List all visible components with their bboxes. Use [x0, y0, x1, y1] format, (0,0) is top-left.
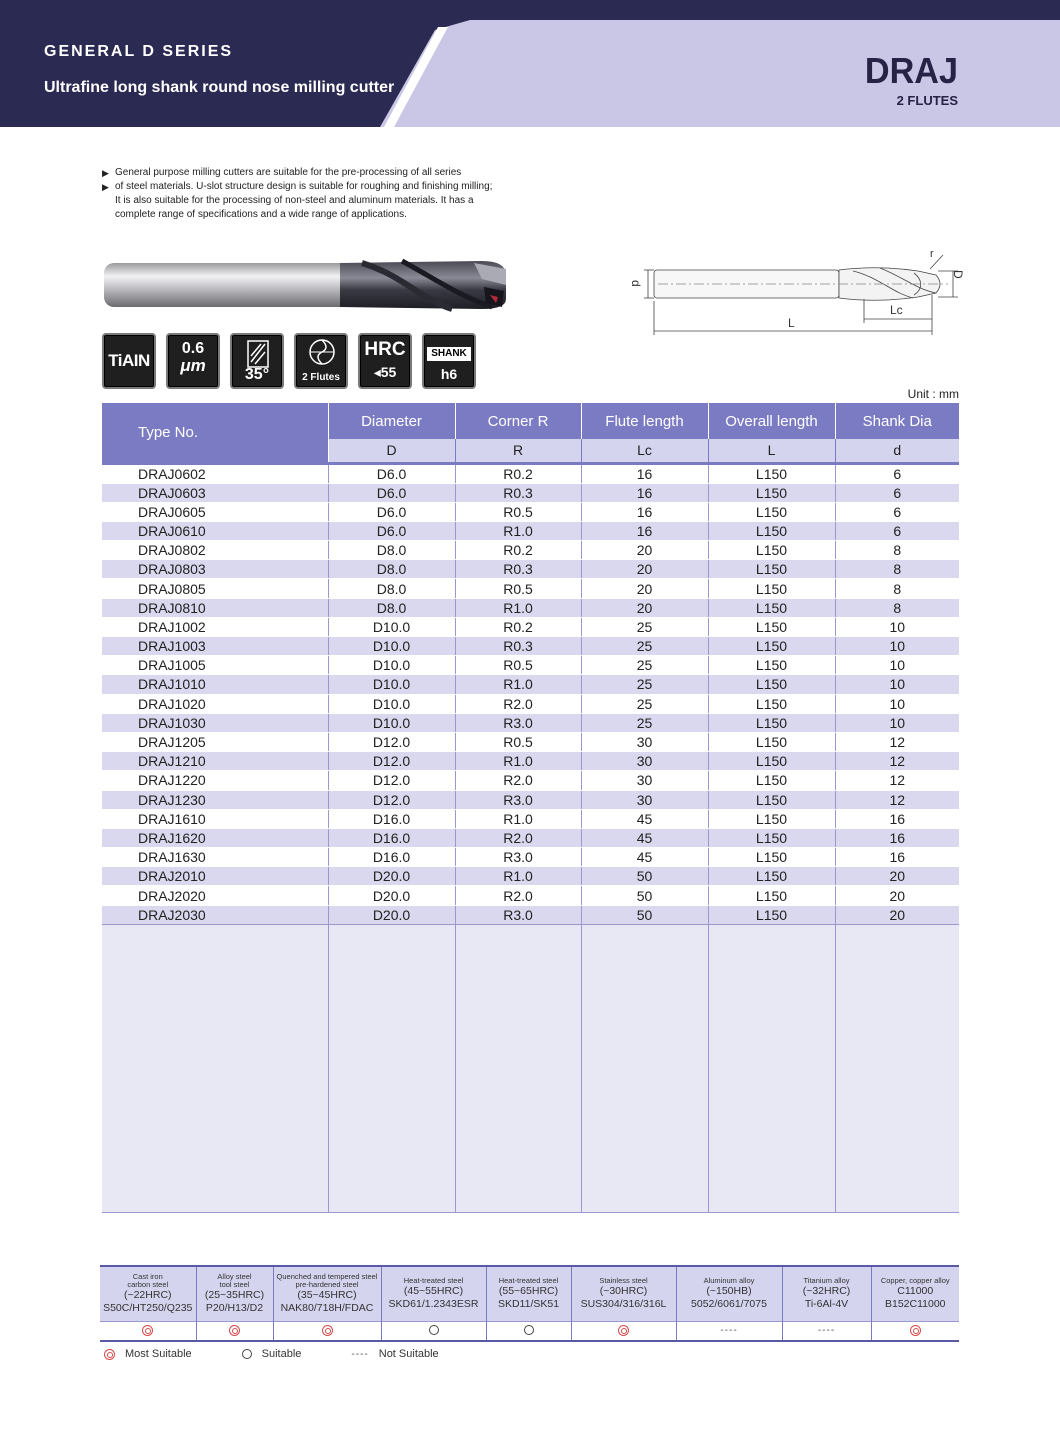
type-no-cell: DRAJ0610	[102, 521, 328, 540]
table-row	[102, 502, 959, 521]
flutes-label: 2 FLUTES	[896, 93, 958, 108]
overall-length-cell: L150	[708, 732, 835, 751]
flute-length-cell: 45	[581, 828, 708, 847]
flute-length-cell: 16	[581, 483, 708, 502]
table-body	[102, 463, 959, 1212]
legend-most-suitable: Most Suitable	[104, 1348, 192, 1360]
corner-r-cell: R0.5	[455, 656, 581, 675]
empty-cell	[455, 924, 581, 1212]
overall-length-cell: L150	[708, 867, 835, 886]
rating-cell	[782, 1321, 871, 1341]
diameter-cell: D10.0	[328, 713, 455, 732]
hrc-label: HRC	[364, 339, 406, 360]
diameter-cell: D8.0	[328, 579, 455, 598]
diameter-cell: D10.0	[328, 694, 455, 713]
corner-r-cell: R3.0	[455, 848, 581, 867]
corner-r-cell: R0.3	[455, 637, 581, 656]
overall-length-cell: L150	[708, 905, 835, 924]
overall-length-cell: L150	[708, 521, 835, 540]
col-header-shank-dia: Shank Dia	[835, 403, 959, 439]
material-cell	[871, 1266, 959, 1321]
type-no-cell: DRAJ2010	[102, 867, 328, 886]
diameter-cell: D6.0	[328, 521, 455, 540]
description-line: It is also suitable for the processing of non-steel and aluminum materials. It has a	[115, 195, 474, 206]
table-row	[102, 598, 959, 617]
material-grades: SKD11/SK51	[497, 1297, 560, 1310]
material-name: Quenched and tempered steel	[276, 1271, 378, 1281]
col-subheader-d: d	[835, 439, 959, 463]
materials-body	[100, 1266, 959, 1341]
roughness-value: 0.6	[181, 340, 205, 357]
hrc-badge	[358, 333, 412, 389]
corner-r-cell: R1.0	[455, 867, 581, 886]
shank-dia-cell: 12	[835, 752, 959, 771]
type-no-cell: DRAJ1003	[102, 637, 328, 656]
shank-dia-cell: 10	[835, 656, 959, 675]
flutes-count: 2 Flutes	[302, 372, 340, 383]
series-title: GENERAL D SERIES	[44, 43, 234, 60]
table-row	[102, 656, 959, 675]
diameter-cell: D12.0	[328, 732, 455, 751]
flute-length-cell: 30	[581, 771, 708, 790]
table-row	[102, 867, 959, 886]
most-suitable-icon	[618, 1325, 629, 1336]
shank-dia-cell: 6	[835, 521, 959, 540]
material-grades: P20/H13/D2	[205, 1301, 264, 1314]
overall-length-cell: L150	[708, 694, 835, 713]
table-row	[102, 771, 959, 790]
legend-not-suitable: ---- Not Suitable	[351, 1348, 439, 1360]
empty-cell	[835, 924, 959, 1212]
corner-r-cell: R0.2	[455, 463, 581, 483]
material-name: Heat-treated steel	[403, 1275, 464, 1285]
col-header-diameter: Diameter	[328, 403, 455, 439]
corner-r-cell: R1.0	[455, 752, 581, 771]
rating-cell	[486, 1321, 571, 1341]
col-subheader-Lc: Lc	[581, 439, 708, 463]
flute-length-cell: 25	[581, 617, 708, 636]
col-subheader-L: L	[708, 439, 835, 463]
overall-length-cell: L150	[708, 848, 835, 867]
table-row	[102, 790, 959, 809]
table-row	[102, 809, 959, 828]
overall-length-cell: L150	[708, 617, 835, 636]
diameter-cell: D10.0	[328, 656, 455, 675]
table-row	[102, 694, 959, 713]
shank-dia-cell: 10	[835, 617, 959, 636]
suitable-icon	[429, 1325, 439, 1335]
table-row	[102, 579, 959, 598]
type-no-cell: DRAJ0603	[102, 483, 328, 502]
empty-cell	[102, 924, 328, 1212]
type-no-cell: DRAJ1005	[102, 656, 328, 675]
type-no-cell: DRAJ2030	[102, 905, 328, 924]
material-hardness: (35~45HRC)	[297, 1288, 357, 1301]
overall-length-cell: L150	[708, 579, 835, 598]
overall-length-cell: L150	[708, 828, 835, 847]
shank-dia-cell: 8	[835, 598, 959, 617]
dimension-drawing	[618, 245, 968, 340]
flute-length-cell: 30	[581, 752, 708, 771]
dim-Lc-label: Lc	[890, 303, 903, 317]
table-row	[102, 483, 959, 502]
corner-r-cell: R1.0	[455, 675, 581, 694]
most-suitable-icon	[142, 1325, 153, 1336]
corner-r-cell: R0.3	[455, 560, 581, 579]
overall-length-cell: L150	[708, 637, 835, 656]
dim-D-label: D	[951, 270, 965, 279]
table-row	[102, 752, 959, 771]
shank-dia-cell: 8	[835, 579, 959, 598]
diameter-cell: D8.0	[328, 541, 455, 560]
flute-length-cell: 25	[581, 675, 708, 694]
flute-length-cell: 20	[581, 541, 708, 560]
table-row	[102, 732, 959, 751]
shank-dia-cell: 16	[835, 809, 959, 828]
shank-tolerance-badge	[422, 333, 476, 389]
shank-dia-cell: 8	[835, 541, 959, 560]
dim-d-label: d	[629, 280, 643, 287]
diameter-cell: D16.0	[328, 809, 455, 828]
overall-length-cell: L150	[708, 886, 835, 905]
helix-angle-badge	[230, 333, 284, 389]
material-cell	[100, 1266, 196, 1321]
helix-icon	[245, 340, 271, 368]
helix-angle-value: 35°	[244, 366, 270, 383]
shank-dia-cell: 20	[835, 886, 959, 905]
flute-length-cell: 45	[581, 848, 708, 867]
diameter-cell: D16.0	[328, 848, 455, 867]
material-cell	[782, 1266, 871, 1321]
type-no-cell: DRAJ1630	[102, 848, 328, 867]
shank-dia-cell: 12	[835, 771, 959, 790]
specification-table	[102, 403, 959, 1213]
type-no-cell: DRAJ1220	[102, 771, 328, 790]
material-name: Titanium alloy	[803, 1275, 850, 1285]
shank-dia-cell: 10	[835, 694, 959, 713]
table-row	[102, 828, 959, 847]
overall-length-cell: L150	[708, 771, 835, 790]
diameter-cell: D16.0	[328, 828, 455, 847]
flute-length-cell: 25	[581, 713, 708, 732]
overall-length-cell: L150	[708, 560, 835, 579]
flute-length-cell: 25	[581, 637, 708, 656]
rating-cell	[871, 1321, 959, 1341]
suitable-icon	[242, 1349, 252, 1359]
corner-r-cell: R0.5	[455, 732, 581, 751]
flute-length-cell: 20	[581, 598, 708, 617]
most-suitable-icon	[322, 1325, 333, 1336]
shank-dia-cell: 16	[835, 848, 959, 867]
overall-length-cell: L150	[708, 598, 835, 617]
material-cell	[571, 1266, 676, 1321]
not-suitable-icon: ----	[351, 1348, 369, 1360]
corner-r-cell: R3.0	[455, 905, 581, 924]
shank-dia-cell: 20	[835, 867, 959, 886]
material-cell	[196, 1266, 273, 1321]
suitability-legend	[104, 1348, 489, 1360]
corner-r-cell: R3.0	[455, 790, 581, 809]
overall-length-cell: L150	[708, 656, 835, 675]
material-grades: NAK80/718H/FDAC	[280, 1301, 374, 1314]
description-line: ▶ General purpose milling cutters are suitable for the pre-processing of all series	[102, 167, 462, 178]
shank-dia-cell: 6	[835, 502, 959, 521]
materials-table	[100, 1265, 959, 1342]
roughness-unit: μm	[180, 356, 206, 375]
diameter-cell: D20.0	[328, 867, 455, 886]
table-row	[102, 675, 959, 694]
type-no-cell: DRAJ1020	[102, 694, 328, 713]
not-suitable-icon: ----	[720, 1324, 738, 1336]
material-name: Stainless steel	[599, 1275, 648, 1285]
type-no-cell: DRAJ1002	[102, 617, 328, 636]
unit-label: Unit : mm	[907, 387, 959, 401]
most-suitable-icon	[104, 1349, 115, 1360]
overall-length-cell: L150	[708, 541, 835, 560]
col-header-overall-length: Overall length	[708, 403, 835, 439]
shank-dia-cell: 10	[835, 713, 959, 732]
type-no-cell: DRAJ1210	[102, 752, 328, 771]
shank-dia-cell: 10	[835, 637, 959, 656]
type-no-cell: DRAJ2020	[102, 886, 328, 905]
material-grades: 5052/6061/7075	[691, 1297, 767, 1310]
material-name: tool steel	[219, 1279, 250, 1289]
flutes-badge	[294, 333, 348, 389]
corner-r-cell: R2.0	[455, 828, 581, 847]
table-row	[102, 541, 959, 560]
corner-r-cell: R3.0	[455, 713, 581, 732]
flute-section-icon	[308, 338, 336, 366]
material-grades: Ti-6Al-4V	[804, 1297, 849, 1310]
type-no-cell: DRAJ0803	[102, 560, 328, 579]
table-row	[102, 713, 959, 732]
material-hardness: (25~35HRC)	[204, 1288, 265, 1301]
diameter-cell: D12.0	[328, 771, 455, 790]
overall-length-cell: L150	[708, 752, 835, 771]
rating-cell	[196, 1321, 273, 1341]
type-no-cell: DRAJ1030	[102, 713, 328, 732]
material-cell	[273, 1266, 381, 1321]
material-hardness: (~22HRC)	[123, 1288, 172, 1301]
most-suitable-icon	[229, 1325, 240, 1336]
flute-length-cell: 30	[581, 790, 708, 809]
flute-length-cell: 25	[581, 656, 708, 675]
material-name: Aluminum alloy	[703, 1275, 755, 1285]
diameter-cell: D10.0	[328, 637, 455, 656]
material-hardness: (45~55HRC)	[403, 1284, 464, 1297]
product-subtitle: Ultrafine long shank round nose milling cutter	[44, 79, 395, 96]
material-cell	[676, 1266, 782, 1321]
corner-r-cell: R0.3	[455, 483, 581, 502]
most-suitable-icon	[910, 1325, 921, 1336]
table-row	[102, 905, 959, 924]
diameter-cell: D10.0	[328, 675, 455, 694]
flute-length-cell: 16	[581, 463, 708, 483]
bullet-arrow-icon: ▶	[102, 168, 109, 178]
dim-r-label: r	[930, 248, 934, 260]
type-no-cell: DRAJ1620	[102, 828, 328, 847]
diameter-cell: D6.0	[328, 483, 455, 502]
table-row	[102, 637, 959, 656]
type-no-cell: DRAJ1230	[102, 790, 328, 809]
table-row	[102, 521, 959, 540]
material-name: Alloy steel	[217, 1271, 252, 1281]
flute-length-cell: 45	[581, 809, 708, 828]
corner-r-cell: R2.0	[455, 771, 581, 790]
corner-r-cell: R2.0	[455, 886, 581, 905]
diameter-cell: D6.0	[328, 463, 455, 483]
col-subheader-D: D	[328, 439, 455, 463]
type-no-cell: DRAJ1205	[102, 732, 328, 751]
flute-length-cell: 50	[581, 867, 708, 886]
material-name: Copper, copper alloy	[880, 1275, 950, 1285]
type-no-cell: DRAJ1610	[102, 809, 328, 828]
col-subheader-R: R	[455, 439, 581, 463]
rating-cell	[571, 1321, 676, 1341]
shank-dia-cell: 16	[835, 828, 959, 847]
diameter-cell: D12.0	[328, 752, 455, 771]
overall-length-cell: L150	[708, 809, 835, 828]
overall-length-cell: L150	[708, 790, 835, 809]
type-no-cell: DRAJ1010	[102, 675, 328, 694]
overall-length-cell: L150	[708, 483, 835, 502]
col-header-type: Type No.	[102, 403, 328, 463]
corner-r-cell: R1.0	[455, 521, 581, 540]
diameter-cell: D8.0	[328, 598, 455, 617]
flute-length-cell: 20	[581, 560, 708, 579]
empty-cell	[328, 924, 455, 1212]
material-grades: B152C11000	[884, 1297, 946, 1310]
table-row	[102, 463, 959, 483]
flute-length-cell: 50	[581, 905, 708, 924]
flute-length-cell: 25	[581, 694, 708, 713]
table-row	[102, 617, 959, 636]
bullet-arrow-icon: ▶	[102, 182, 109, 192]
flute-length-cell: 30	[581, 732, 708, 751]
corner-r-cell: R1.0	[455, 598, 581, 617]
shank-dia-cell: 6	[835, 483, 959, 502]
table-header-row	[102, 403, 959, 439]
type-no-cell: DRAJ0602	[102, 463, 328, 483]
rating-cell	[676, 1321, 782, 1341]
not-suitable-icon: ----	[817, 1324, 836, 1336]
material-hardness: (~150HB)	[706, 1284, 752, 1297]
col-header-flute-length: Flute length	[581, 403, 708, 439]
suitable-icon	[524, 1325, 534, 1335]
material-hardness: (~32HRC)	[802, 1284, 851, 1297]
feature-badges	[102, 333, 476, 390]
shank-label: SHANK	[427, 347, 471, 361]
overall-length-cell: L150	[708, 502, 835, 521]
overall-length-cell: L150	[708, 675, 835, 694]
rating-cell	[381, 1321, 486, 1341]
diameter-cell: D8.0	[328, 560, 455, 579]
material-grades: SKD61/1.2343ESR	[388, 1297, 479, 1310]
type-no-cell: DRAJ0605	[102, 502, 328, 521]
materials-header-row	[100, 1266, 959, 1321]
shank-dia-cell: 12	[835, 732, 959, 751]
empty-cell	[708, 924, 835, 1212]
material-grades: S50C/HT250/Q235	[103, 1301, 193, 1314]
material-hardness: C11000	[897, 1284, 934, 1297]
flute-length-cell: 20	[581, 579, 708, 598]
coating-badge: TiAIN	[102, 333, 156, 389]
material-cell	[486, 1266, 571, 1321]
overall-length-cell: L150	[708, 463, 835, 483]
shank-value: h6	[440, 366, 458, 382]
material-name: Heat-treated steel	[498, 1275, 559, 1285]
description-line: ▶ of steel materials. U-slot structure design is suitable for roughing and finishing milling;	[102, 181, 493, 192]
product-description	[102, 166, 532, 222]
type-no-cell: DRAJ0805	[102, 579, 328, 598]
diameter-cell: D20.0	[328, 886, 455, 905]
materials-rating-row	[100, 1321, 959, 1341]
page-header	[0, 0, 1060, 127]
diameter-cell: D6.0	[328, 502, 455, 521]
diameter-cell: D20.0	[328, 905, 455, 924]
material-hardness: (55~65HRC)	[498, 1284, 559, 1297]
shank-dia-cell: 12	[835, 790, 959, 809]
shank-dia-cell: 20	[835, 905, 959, 924]
tool-photo	[102, 255, 512, 315]
type-no-cell: DRAJ0802	[102, 541, 328, 560]
flute-length-cell: 50	[581, 886, 708, 905]
material-name: pre-hardened steel	[295, 1279, 359, 1289]
diameter-cell: D10.0	[328, 617, 455, 636]
table-row	[102, 848, 959, 867]
empty-cell	[581, 924, 708, 1212]
flute-length-cell: 16	[581, 502, 708, 521]
corner-r-cell: R2.0	[455, 694, 581, 713]
col-header-corner-r: Corner R	[455, 403, 581, 439]
rating-cell	[100, 1321, 196, 1341]
shank-dia-cell: 6	[835, 463, 959, 483]
material-hardness: (~30HRC)	[599, 1284, 648, 1297]
corner-r-cell: R0.5	[455, 579, 581, 598]
corner-r-cell: R0.2	[455, 541, 581, 560]
overall-length-cell: L150	[708, 713, 835, 732]
table-empty-area	[102, 924, 959, 1212]
material-grades: SUS304/316/316L	[580, 1297, 667, 1310]
corner-r-cell: R1.0	[455, 809, 581, 828]
type-no-cell: DRAJ0810	[102, 598, 328, 617]
material-cell	[381, 1266, 486, 1321]
description-line: complete range of specifications and a wide range of applications.	[115, 209, 407, 220]
hrc-value: ◂55	[373, 364, 397, 380]
shank-dia-cell: 10	[835, 675, 959, 694]
corner-r-cell: R0.2	[455, 617, 581, 636]
material-name: Cast iron	[132, 1271, 163, 1281]
model-code: DRAJ	[864, 50, 958, 91]
material-name: carbon steel	[127, 1279, 169, 1289]
table-row	[102, 560, 959, 579]
diameter-cell: D12.0	[328, 790, 455, 809]
legend-suitable: Suitable	[242, 1348, 302, 1360]
table-row	[102, 886, 959, 905]
rating-cell	[273, 1321, 381, 1341]
shank-dia-cell: 8	[835, 560, 959, 579]
dim-L-label: L	[788, 316, 795, 330]
flute-length-cell: 16	[581, 521, 708, 540]
corner-r-cell: R0.5	[455, 502, 581, 521]
roughness-badge	[166, 333, 220, 389]
